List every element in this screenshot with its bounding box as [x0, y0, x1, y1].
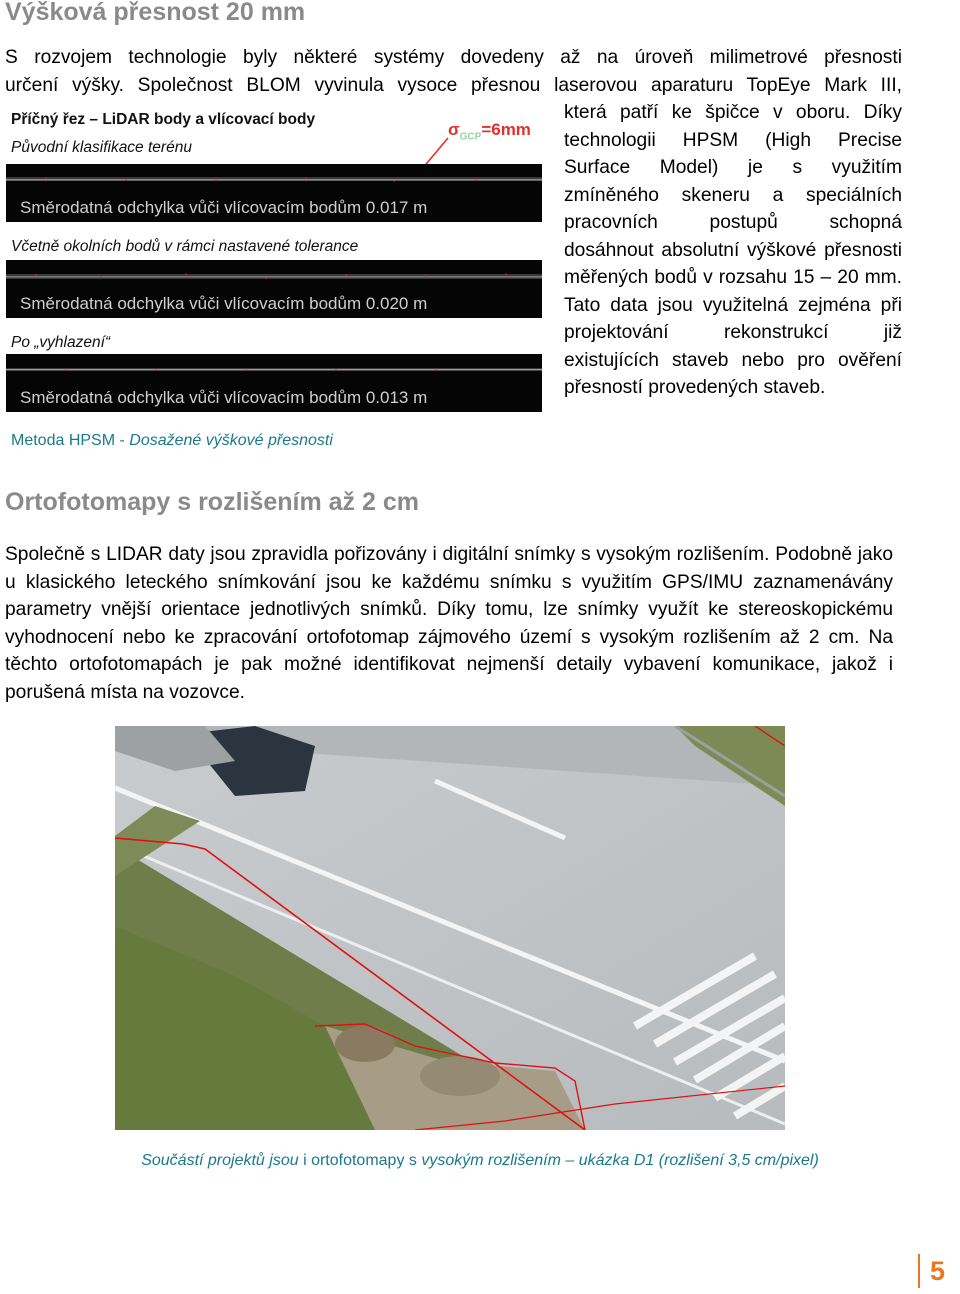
orthophoto-drawing	[115, 726, 785, 1130]
panel-1-deviation: Směrodatná odchylka vůči vlícovacím bodům 0.017 m	[20, 198, 428, 217]
lidar-cross-section-figure	[5, 104, 545, 454]
lidar-points-3	[6, 360, 542, 382]
section-title-orthophoto: Ortofotomapy s rozlišením až 2 cm	[5, 488, 419, 516]
panel-3-band	[6, 354, 542, 412]
page-number: 5	[918, 1254, 945, 1288]
panel-1-band	[6, 164, 542, 222]
intro-side-paragraph: která patří ke špičce v oboru. Díky technologii HPSM (High Precise Surface Model) je s využitím zmíněného skeneru a speciálních pracovních postupů schopná dosáhnout absolutní výškové přesnosti měřených bodů v rozsahu 15 – 20 mm. Tato data jsou využitelná zejména při projektování rekonstrukcí již existujících staveb nebo pro ověření přesností provedených staveb.	[564, 102, 902, 398]
panel-3-deviation: Směrodatná odchylka vůči vlícovacím bodům 0.013 m	[20, 388, 428, 407]
section-title-height-accuracy: Výšková přesnost 20 mm	[5, 0, 306, 26]
orthophoto-image	[115, 726, 785, 1130]
lidar-points-2	[6, 266, 542, 288]
panel-3-label: Po „vyhlazení“	[11, 334, 111, 351]
intro-paragraph	[5, 44, 902, 99]
intro-line-1: S rozvojem technologie byly některé systémy dovedeny až na úroveň milimetrové přesnosti	[5, 47, 902, 68]
intro-line-2: určení výšky. Společnost BLOM vyvinula vysoce přesnou laserovou aparaturu TopEye Mark III,	[5, 74, 902, 96]
sigma-subscript: GCP	[459, 131, 482, 143]
panel-2-band	[6, 260, 542, 318]
panel-1-label: Původní klasifikace terénu	[11, 139, 192, 156]
figure-caption: Metoda HPSM - Dosažené výškové přesnosti	[11, 432, 333, 449]
panel-2-deviation: Směrodatná odchylka vůči vlícovacím bodům 0.020 m	[20, 294, 428, 313]
sigma-symbol: σ	[448, 120, 460, 139]
panel-2-label: Včetně okolních bodů v rámci nastavené tolerance	[11, 238, 359, 255]
sigma-value: =6mm	[481, 120, 531, 139]
orthophoto-caption: Součástí projektů jsou i ortofotomapy s vysokým rozlišením – ukázka D1 (rozlišení 3,5 cm/pixel)	[141, 1152, 819, 1169]
sigma-annotation	[448, 120, 531, 142]
orthophoto-paragraph: Společně s LIDAR daty jsou zpravidla pořizovány i digitální snímky s vysokým rozlišením. Podobně jako u klasického leteckého snímkování jsou ke každému snímku s využitím GPS/IMU zaznamenávány parametry vnější orientace jednotlivých snímků. Díky tomu, lze snímky využít ke stereoskopickému vyhodnocení nebo ke zpracování ortofotomap zájmového území s vysokým rozlišením až 2 cm. Na těchto ortofotomapách je pak možné identifikovat nejmenší detaily vybavení komunikace, jakož i porušená místa na vozovce.	[5, 544, 893, 703]
figure-title: Příčný řez – LiDAR body a vlícovací body	[11, 111, 316, 128]
lidar-points-1	[6, 170, 542, 192]
